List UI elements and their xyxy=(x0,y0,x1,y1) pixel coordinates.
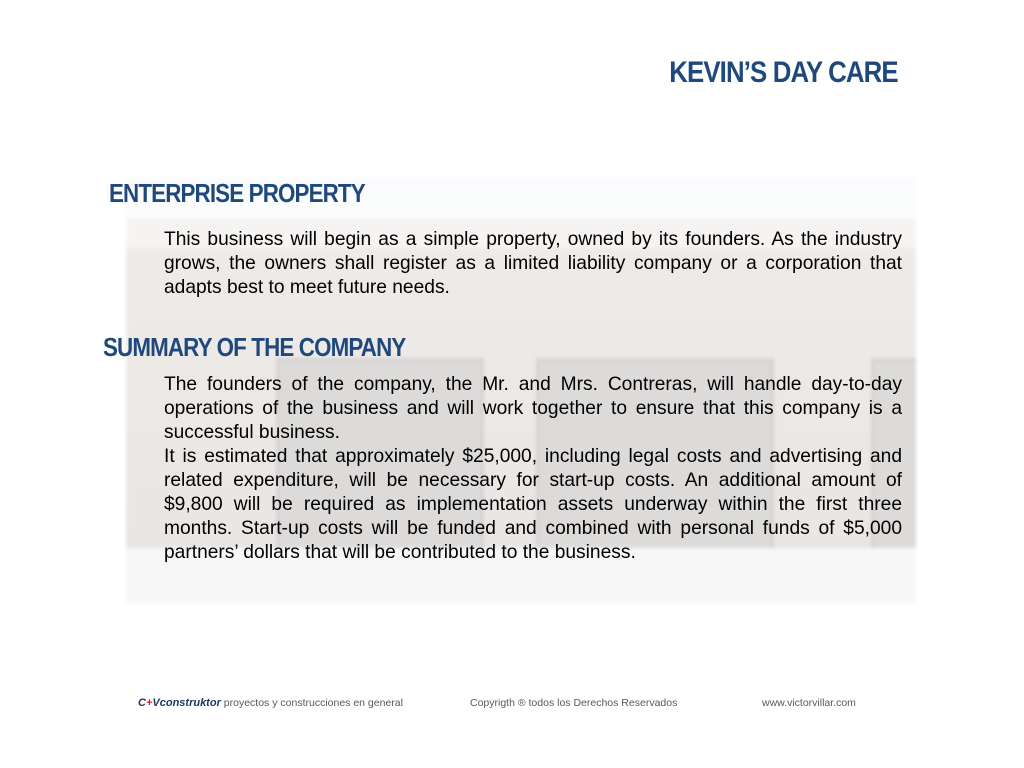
summary-heading: SUMMARY OF THE COMPANY xyxy=(103,332,406,362)
brand-logo xyxy=(138,697,221,709)
footer-website-link[interactable]: www.victorvillar.com xyxy=(762,697,856,709)
summary-paragraph-founders: The founders of the company, the Mr. and Mrs. Contreras, will handle day-to-day operations of the business and will work together to ensure that this company is a successful business. xyxy=(164,374,902,443)
slide-title: KEVIN’S DAY CARE xyxy=(669,56,898,89)
brand-prefix: C xyxy=(138,697,146,709)
footer-copyright: Copyrigth ® todos los Derechos Reservados xyxy=(470,697,678,709)
enterprise-property-heading: ENTERPRISE PROPERTY xyxy=(109,178,365,208)
brand-plus: + xyxy=(145,697,153,709)
footer-brand xyxy=(138,697,403,709)
brand-tagline: proyectos y construcciones en general xyxy=(223,697,403,709)
summary-body xyxy=(164,373,902,565)
enterprise-property-paragraph: This business will begin as a simple property, owned by its founders. As the industry grows, the owners shall register as a limited liability company or a corporation that adapts best to meet future needs. xyxy=(164,229,902,298)
summary-paragraph-costs: It is estimated that approximately $25,000, including legal costs and advertising and related expenditure, will be necessary for start-up costs. An additional amount of $9,800 will be required as implementation assets underway within the first three months. Start-up costs will be funded and combined with personal funds of $5,000 partners’ dollars that will be contributed to the business. xyxy=(164,446,902,563)
enterprise-property-body xyxy=(164,228,902,300)
brand-name: Vconstruktor xyxy=(152,697,221,709)
